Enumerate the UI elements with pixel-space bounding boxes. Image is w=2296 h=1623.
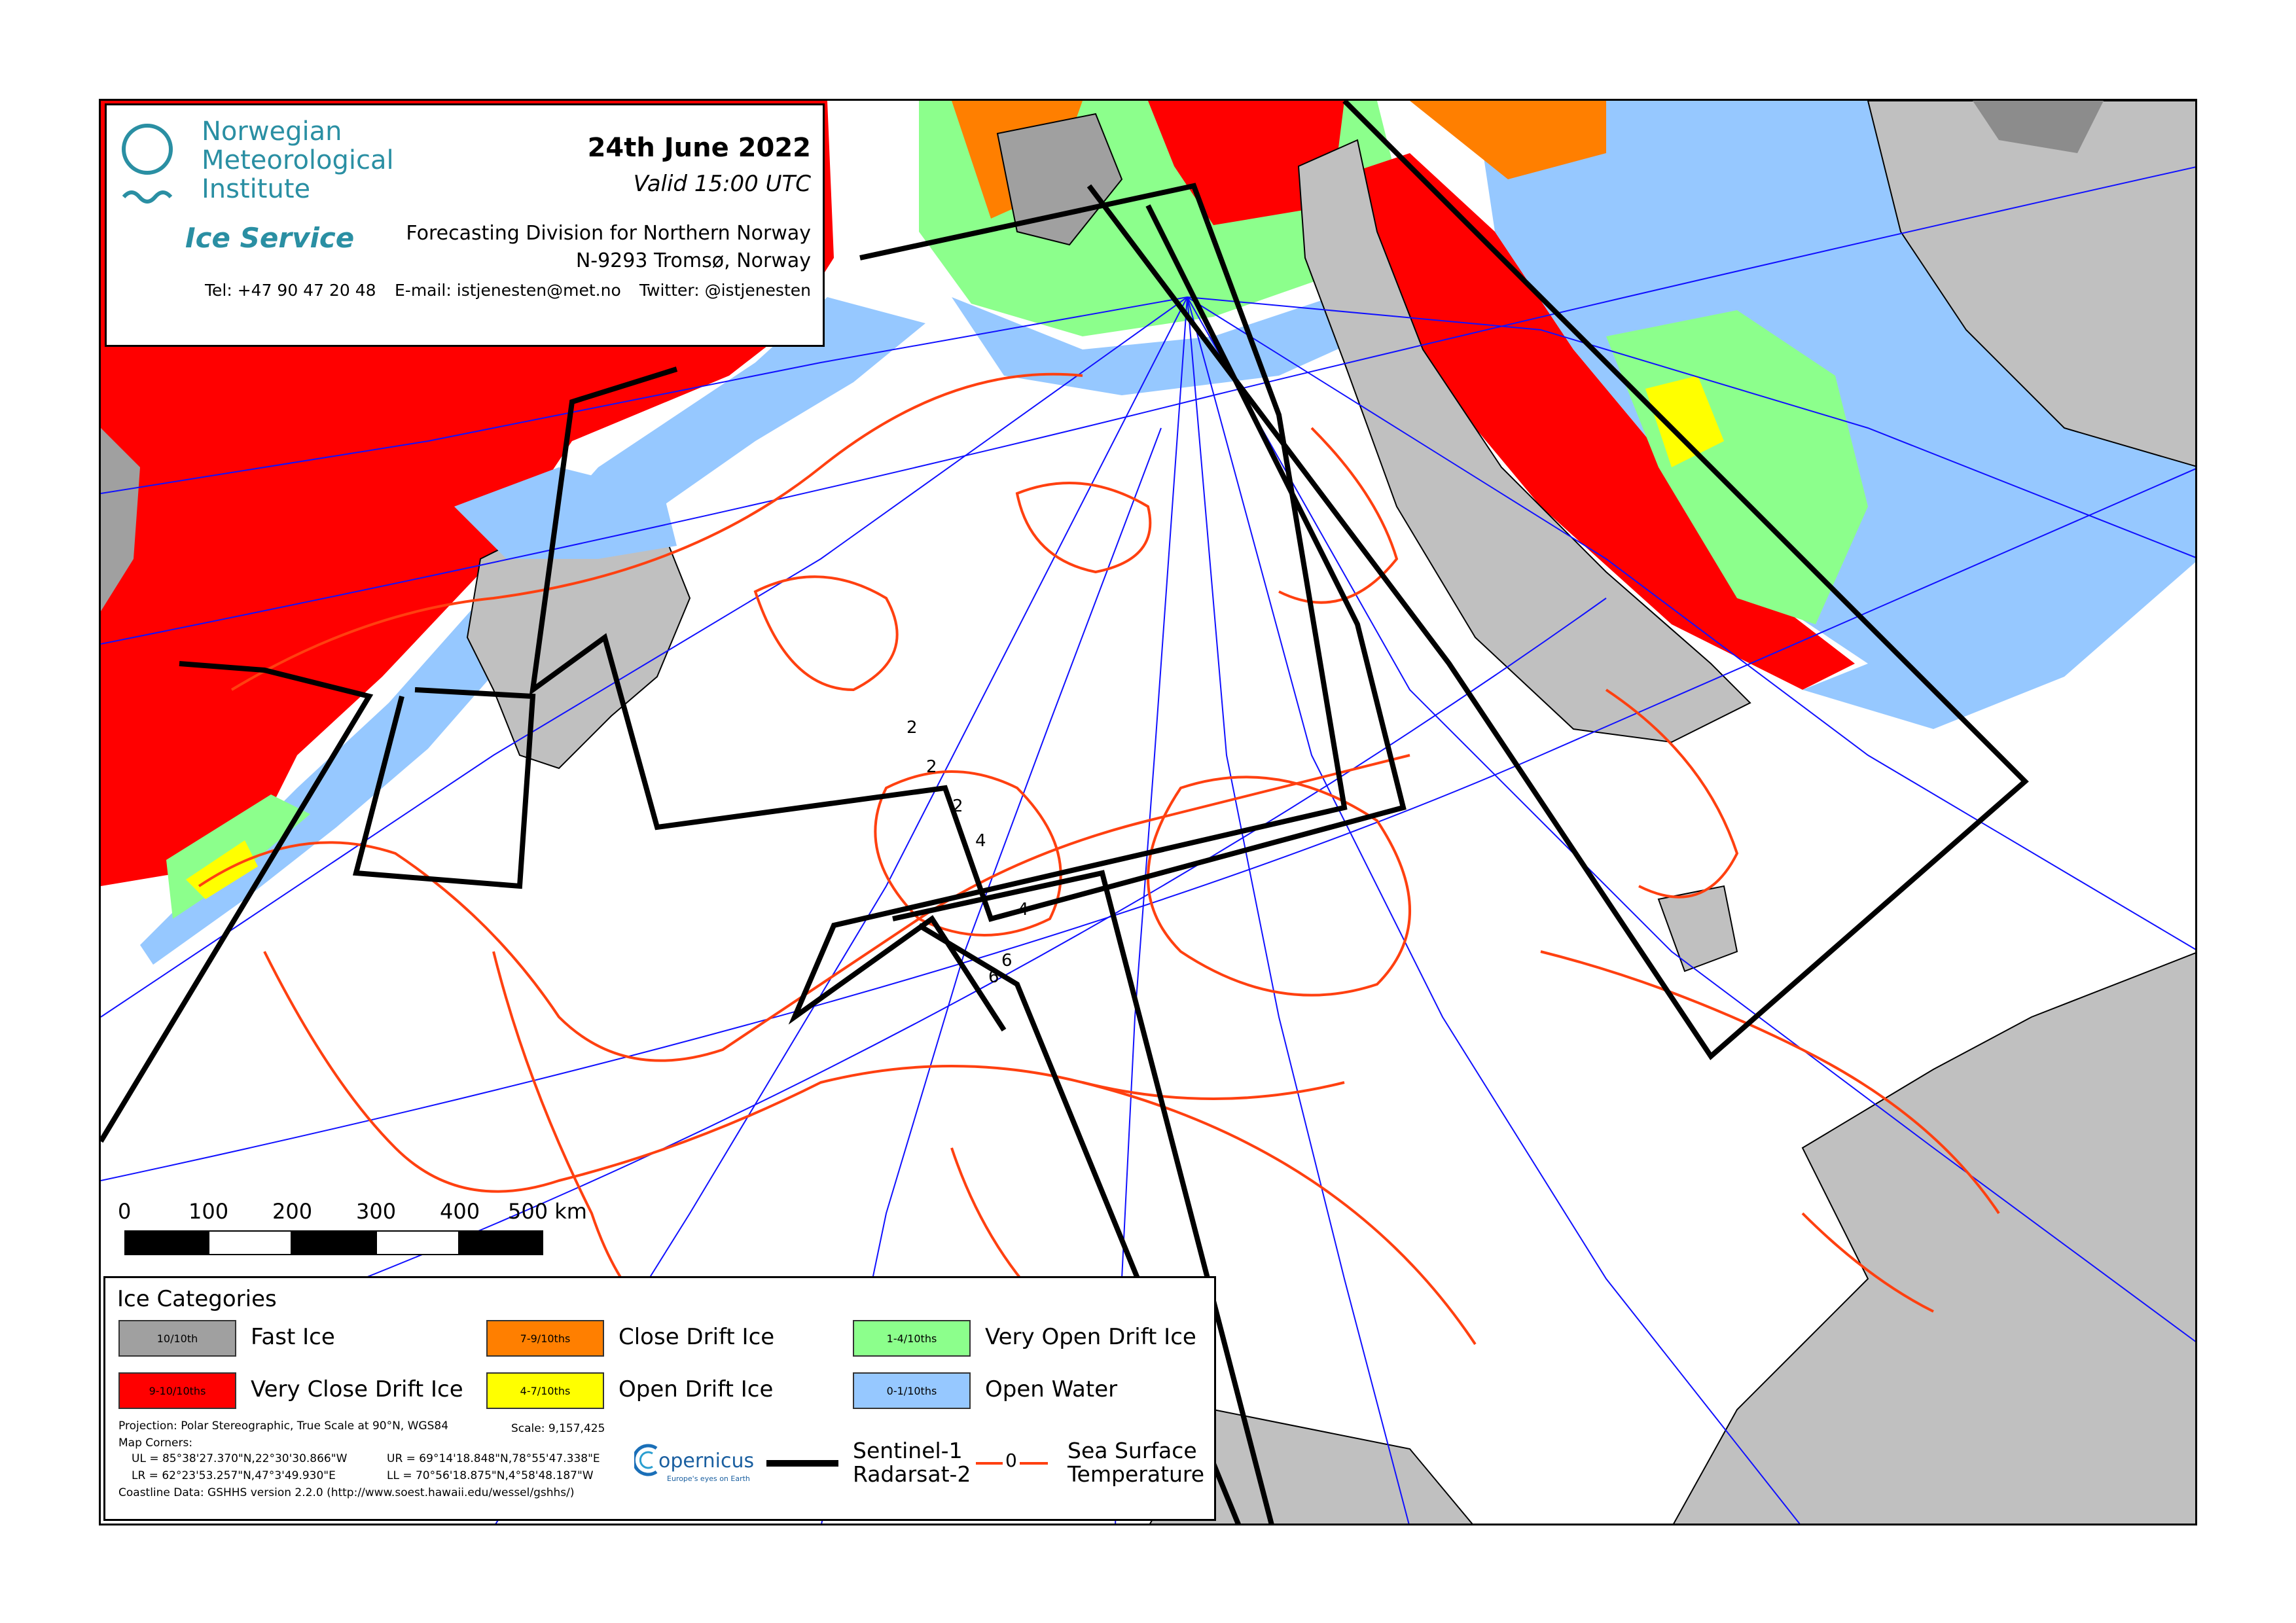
sst-label-line2: Temperature: [1067, 1461, 1205, 1487]
service-name: Ice Service: [185, 222, 355, 254]
sst-symbol-label: 0: [1003, 1450, 1020, 1471]
swatch-close-drift-ice: 7-9/10ths: [486, 1320, 604, 1357]
legend-title: Ice Categories: [117, 1286, 277, 1312]
org-name-line1: Norwegian: [202, 116, 342, 147]
coastline-source: Coastline Data: GSHHS version 2.2.0 (http://www.soest.hawaii.edu/wessel/gshhs/): [118, 1486, 575, 1499]
copernicus-logo-icon: [634, 1442, 660, 1478]
map-corners-heading: Map Corners:: [118, 1436, 193, 1450]
scale-bar: [124, 1230, 550, 1257]
scale-tick: 200: [272, 1199, 313, 1224]
corner-ul: UL = 85°38'27.370"N,22°30'30.866"W: [132, 1452, 348, 1465]
contact-email: E-mail: istjenesten@met.no: [395, 281, 621, 300]
sst-contour-label: 6: [1001, 951, 1013, 971]
legend-label-close-drift-ice: Close Drift Ice: [619, 1324, 775, 1350]
sst-contour-label: 2: [952, 796, 963, 816]
scale-tick: 0: [118, 1199, 132, 1224]
scale-tick: 300: [356, 1199, 397, 1224]
legend-label-fast-ice: Fast Ice: [251, 1324, 335, 1350]
scale-text: Scale: 9,157,425: [511, 1422, 605, 1435]
contact-tel: Tel: +47 90 47 20 48: [205, 281, 376, 300]
valid-time: Valid 15:00 UTC: [633, 171, 811, 197]
sst-contour-label: 2: [906, 718, 918, 738]
sst-contour-label: 2: [926, 757, 937, 777]
projection-text: Projection: Polar Stereographic, True Scale at 90°N, WGS84: [118, 1419, 449, 1433]
chart-date: 24th June 2022: [587, 133, 811, 163]
legend-label-open-water: Open Water: [985, 1376, 1118, 1402]
legend-label-open-drift-ice: Open Drift Ice: [619, 1376, 774, 1402]
sst-contour-label: 4: [1018, 900, 1029, 919]
header-info-box: [105, 103, 825, 347]
legend-box: [103, 1276, 1216, 1521]
swatch-fast-ice: 10/10th: [118, 1320, 236, 1357]
satellite-line-symbol: [766, 1460, 838, 1467]
corner-lr: LR = 62°23'53.257"N,47°3'49.930"E: [132, 1469, 336, 1482]
address: N-9293 Tromsø, Norway: [575, 249, 811, 272]
org-name-line2: Meteorological: [202, 145, 394, 175]
corner-ur: UR = 69°14'18.848"N,78°55'47.338"E: [387, 1452, 600, 1465]
swatch-open-water: 0-1/10ths: [853, 1372, 971, 1409]
contact-twitter: Twitter: @istjenesten: [639, 281, 811, 300]
legend-label-very-close-drift-ice: Very Close Drift Ice: [251, 1376, 463, 1402]
swatch-very-open-drift-ice: 1-4/10ths: [853, 1320, 971, 1357]
sat-label-line1: Sentinel-1: [853, 1438, 963, 1463]
org-name-line3: Institute: [202, 174, 311, 204]
scale-tick: 100: [188, 1199, 229, 1224]
sst-contour-label: 6: [988, 967, 999, 987]
mainland-land: [1672, 952, 2197, 1525]
scale-tick: 500 km: [508, 1199, 587, 1224]
scale-tick: 400: [440, 1199, 480, 1224]
sat-label-line2: Radarsat-2: [853, 1461, 971, 1487]
copernicus-tagline: Europe's eyes on Earth: [667, 1474, 750, 1483]
swatch-very-close-drift-ice: 9-10/10ths: [118, 1372, 236, 1409]
swatch-open-drift-ice: 4-7/10ths: [486, 1372, 604, 1409]
division: Forecasting Division for Northern Norway: [406, 222, 811, 245]
legend-label-very-open-drift-ice: Very Open Drift Ice: [985, 1324, 1196, 1350]
copernicus-wordmark: opernicus: [658, 1450, 755, 1472]
met-logo-icon: [120, 120, 179, 211]
corner-ll: LL = 70°56'18.875"N,4°58'48.187"W: [387, 1469, 594, 1482]
sst-contour-label: 4: [975, 831, 986, 851]
sst-label-line1: Sea Surface: [1067, 1438, 1197, 1463]
